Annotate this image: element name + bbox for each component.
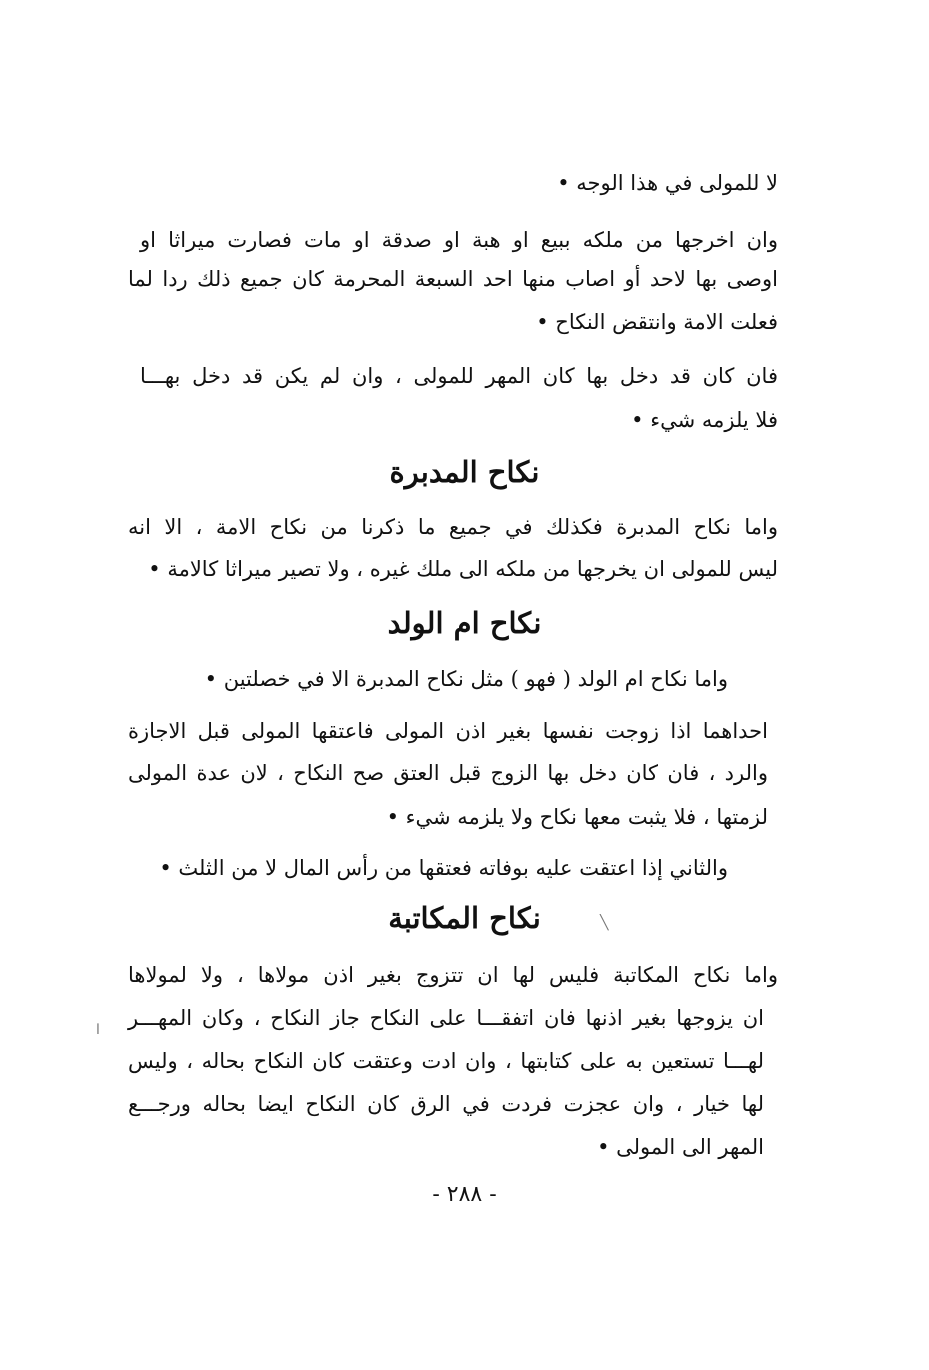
text-line: فلا يلزمه شيء •: [631, 408, 778, 432]
section-heading: نكاح المكاتبة: [388, 901, 541, 935]
text-line: ان يزوجها بغير اذنها فان اتفقـــا على النكاح جاز النكاح ، وكان المهـــر: [128, 1006, 764, 1030]
scan-mark: ا: [96, 1022, 100, 1038]
text-line: والثاني إذا اعتقت عليه بوفاته فعتقها من رأس المال لا من الثلث •: [159, 856, 728, 880]
page-number: - ٢٨٨ -: [432, 1182, 497, 1207]
text-line: واما نكاح المدبرة فكذلك في جميع ما ذكرنا من نكاح الامة ، الا انه: [128, 515, 778, 539]
text-line: وان اخرجها من ملكه ببيع او هبة او صدقة او مات فصارت ميراثا او: [140, 228, 778, 252]
text-line: احداهما اذا زوجت نفسها بغير اذن المولى فاعتقها المولى قبل الاجازة: [128, 719, 768, 743]
scan-mark: ╲: [600, 915, 609, 931]
text-line: واما نكاح المكاتبة فليس لها ان تتزوج بغير اذن مولاها ، ولا لمولاها: [128, 963, 778, 987]
text-line: واما نكاح ام الولد ( فهو ) مثل نكاح المدبرة الا في خصلتين •: [204, 667, 728, 691]
text-line: لا للمولى في هذا الوجه •: [557, 171, 778, 195]
text-line: فعلت الامة وانتقض النكاح •: [536, 310, 778, 334]
text-line: المهر الى المولى •: [597, 1135, 764, 1159]
text-line: لزمتها ، فلا يثبت معها نكاح ولا يلزمه شيء •: [386, 805, 768, 829]
text-line: فان كان قد دخل بها كان المهر للمولى ، وان لم يكن قد دخل بهـــا: [140, 364, 778, 388]
text-line: اوصى بها لاحد أو اصاب منها احد السبعة المحرمة كان جميع ذلك ردا لما: [128, 267, 778, 291]
text-line: ليس للمولى ان يخرجها من ملكه الى ملك غيره ، ولا تصير ميراثا كالامة •: [148, 557, 778, 581]
section-heading: نكاح المدبرة: [389, 455, 540, 489]
text-line: لها خيار ، وان عجزت فردت في الرق كان النكاح ايضا بحاله ورجـــع: [128, 1092, 764, 1116]
section-heading: نكاح ام الولد: [387, 606, 542, 640]
text-line: والرد ، فان كان دخل بها الزوج قبل العتق صح النكاح ، لان عدة المولى: [128, 761, 768, 785]
text-line: لهـــا تستعين به على كتابتها ، وان ادت وعتقت كان النكاح بحاله ، وليس: [128, 1049, 764, 1073]
